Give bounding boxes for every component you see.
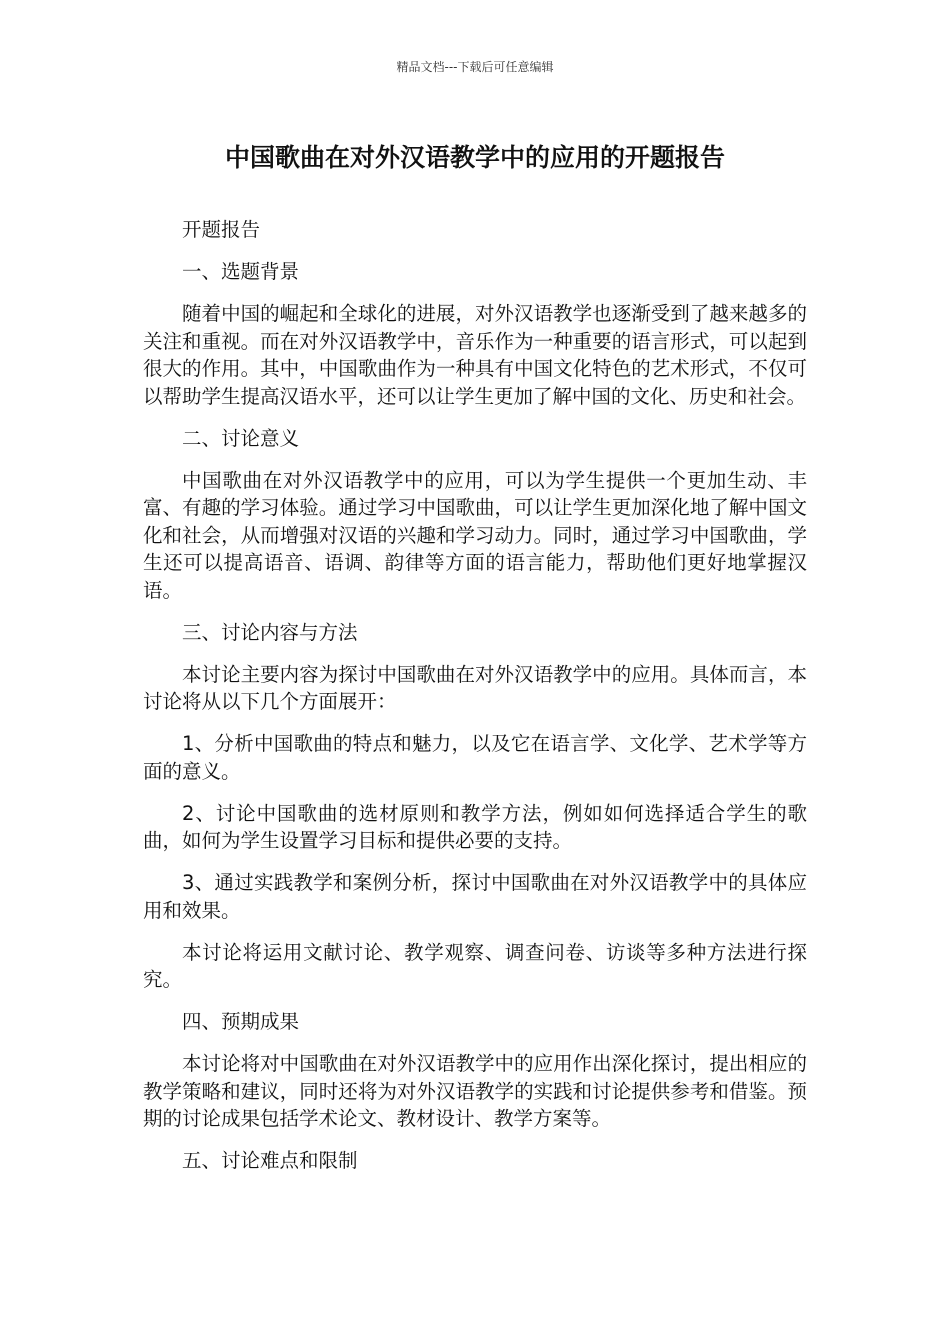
- paragraph-expected-results: 本讨论将对中国歌曲在对外汉语教学中的应用作出深化探讨，提出相应的教学策略和建议，同时还将为对外汉语教学的实践和讨论提供参考和借鉴。预期的讨论成果包括学术论文、教材设计、教学方案等。: [143, 1052, 807, 1130]
- section-heading-background: 一、选题背景: [182, 260, 300, 283]
- report-label: 开题报告: [182, 218, 261, 241]
- paragraph-significance: 中国歌曲在对外汉语教学中的应用，可以为学生提供一个更加生动、丰富、有趣的学习体验。通过学习中国歌曲，可以让学生更加深化地了解中国文化和社会，从而增强对汉语的兴趣和学习动力。同时，通过学习中国歌曲，学生还可以提高语音、语调、韵律等方面的语言能力，帮助他们更好地掌握汉语。: [143, 468, 807, 602]
- list-item-3: 3、通过实践教学和案例分析，探讨中国歌曲在对外汉语教学中的具体应用和效果。: [143, 871, 807, 922]
- list-item-1: 1、分析中国歌曲的特点和魅力，以及它在语言学、文化学、艺术学等方面的意义。: [143, 732, 807, 783]
- document-body: [143, 216, 807, 1189]
- list-item-2: 2、讨论中国歌曲的选材原则和教学方法，例如如何选择适合学生的歌曲，如何为学生设置学习目标和提供必要的支持。: [143, 801, 807, 852]
- document-title: 中国歌曲在对外汉语教学中的应用的开题报告: [224, 143, 725, 172]
- header-note: 精品文档---下载后可任意编辑: [396, 60, 554, 74]
- section-heading-significance: 二、讨论意义: [182, 426, 300, 450]
- section-heading-content-method: 三、讨论内容与方法: [182, 620, 358, 644]
- section-heading-expected-results: 四、预期成果: [182, 1010, 300, 1033]
- paragraph-background: 随着中国的崛起和全球化的进展，对外汉语教学也逐渐受到了越来越多的关注和重视。而在对外汉语教学中，音乐作为一种重要的语言形式，可以起到很大的作用。其中，中国歌曲作为一种具有中国文化特色的艺术形式，不仅可以帮助学生提高汉语水平，还可以让学生更加了解中国的文化、历史和社会。: [143, 302, 807, 408]
- section-heading-difficulties: 五、讨论难点和限制: [182, 1149, 358, 1172]
- paragraph-methods: 本讨论将运用文献讨论、教学观察、调查问卷、访谈等多种方法进行探究。: [143, 940, 807, 991]
- paragraph-content-intro: 本讨论主要内容为探讨中国歌曲在对外汉语教学中的应用。具体而言，本讨论将从以下几个方面展开：: [143, 662, 807, 713]
